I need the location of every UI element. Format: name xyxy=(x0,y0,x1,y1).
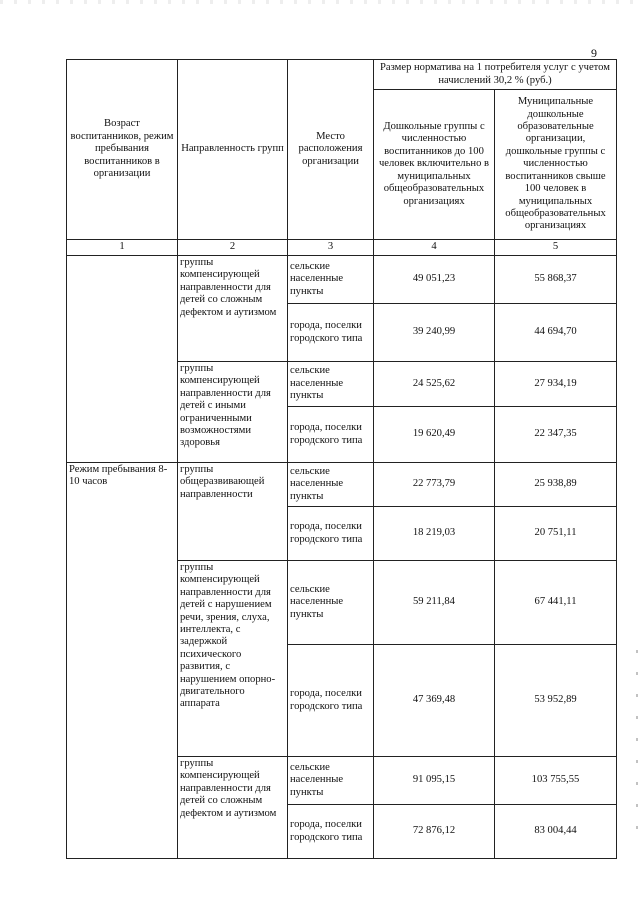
location-cell: сельские населенные пункты xyxy=(288,757,374,805)
page-number: 9 xyxy=(591,46,597,60)
value-col4: 19 620,49 xyxy=(374,407,495,463)
column-number-4: 4 xyxy=(374,240,495,256)
value-col5: 25 938,89 xyxy=(495,463,617,507)
value-col4: 49 051,23 xyxy=(374,256,495,304)
header-col4: Дошкольные группы с численностью воспитанников до 100 человек включительно в муниципальных общеобразовательных организациях xyxy=(374,90,495,240)
value-col5: 53 952,89 xyxy=(495,645,617,757)
table-row xyxy=(67,463,617,507)
location-cell: сельские населенные пункты xyxy=(288,362,374,407)
direction-cell: группы компенсирующей направленности для детей со сложным дефектом и аутизмом xyxy=(178,757,288,859)
header-col5: Муниципальные дошкольные образовательные организации, дошкольные группы с численностью воспитанников свыше 100 человек в муниципальных общеобразовательных организациях xyxy=(495,90,617,240)
value-col5: 20 751,11 xyxy=(495,507,617,561)
location-cell: города, поселки городского типа xyxy=(288,304,374,362)
direction-cell: группы компенсирующей направленности для детей с иными ограниченными возможностями здоровья xyxy=(178,362,288,463)
value-col4: 18 219,03 xyxy=(374,507,495,561)
scan-noise-top xyxy=(0,0,640,4)
column-number-1: 1 xyxy=(67,240,178,256)
scan-edge-marks xyxy=(636,650,638,830)
header-location: Место расположения организации xyxy=(288,60,374,240)
column-number-2: 2 xyxy=(178,240,288,256)
direction-cell: группы компенсирующей направленности для детей со сложным дефектом и аутизмом xyxy=(178,256,288,362)
value-col4: 59 211,84 xyxy=(374,561,495,645)
direction-cell: группы общеразвивающей направленности xyxy=(178,463,288,561)
value-col4: 24 525,62 xyxy=(374,362,495,407)
location-cell: города, поселки городского типа xyxy=(288,645,374,757)
value-col5: 55 868,37 xyxy=(495,256,617,304)
location-cell: города, поселки городского типа xyxy=(288,507,374,561)
norms-table xyxy=(66,59,617,859)
column-number-5: 5 xyxy=(495,240,617,256)
value-col5: 22 347,35 xyxy=(495,407,617,463)
value-col5: 103 755,55 xyxy=(495,757,617,805)
header-norm-size: Размер норматива на 1 потребителя услуг с учетом начислений 30,2 % (руб.) xyxy=(374,60,617,90)
value-col5: 27 934,19 xyxy=(495,362,617,407)
table-row xyxy=(67,256,617,304)
value-col4: 72 876,12 xyxy=(374,805,495,859)
value-col5: 83 004,44 xyxy=(495,805,617,859)
location-cell: сельские населенные пункты xyxy=(288,463,374,507)
value-col4: 39 240,99 xyxy=(374,304,495,362)
header-age-regime: Возраст воспитанников, режим пребывания воспитанников в организации xyxy=(67,60,178,240)
location-cell: города, поселки городского типа xyxy=(288,407,374,463)
value-col4: 22 773,79 xyxy=(374,463,495,507)
location-cell: сельские населенные пункты xyxy=(288,256,374,304)
value-col5: 67 441,11 xyxy=(495,561,617,645)
header-direction: Направленность групп xyxy=(178,60,288,240)
value-col4: 91 095,15 xyxy=(374,757,495,805)
age-regime-cell: Режим пребывания 8-10 часов xyxy=(67,463,178,859)
direction-cell: группы компенсирующей направленности для детей с нарушением речи, зрения, слуха, интеллекта, с задержкой психического развития, с нарушением опорно-двигательного аппарата xyxy=(178,561,288,757)
location-cell: города, поселки городского типа xyxy=(288,805,374,859)
value-col4: 47 369,48 xyxy=(374,645,495,757)
location-cell: сельские населенные пункты xyxy=(288,561,374,645)
age-regime-cell xyxy=(67,256,178,463)
value-col5: 44 694,70 xyxy=(495,304,617,362)
column-number-3: 3 xyxy=(288,240,374,256)
